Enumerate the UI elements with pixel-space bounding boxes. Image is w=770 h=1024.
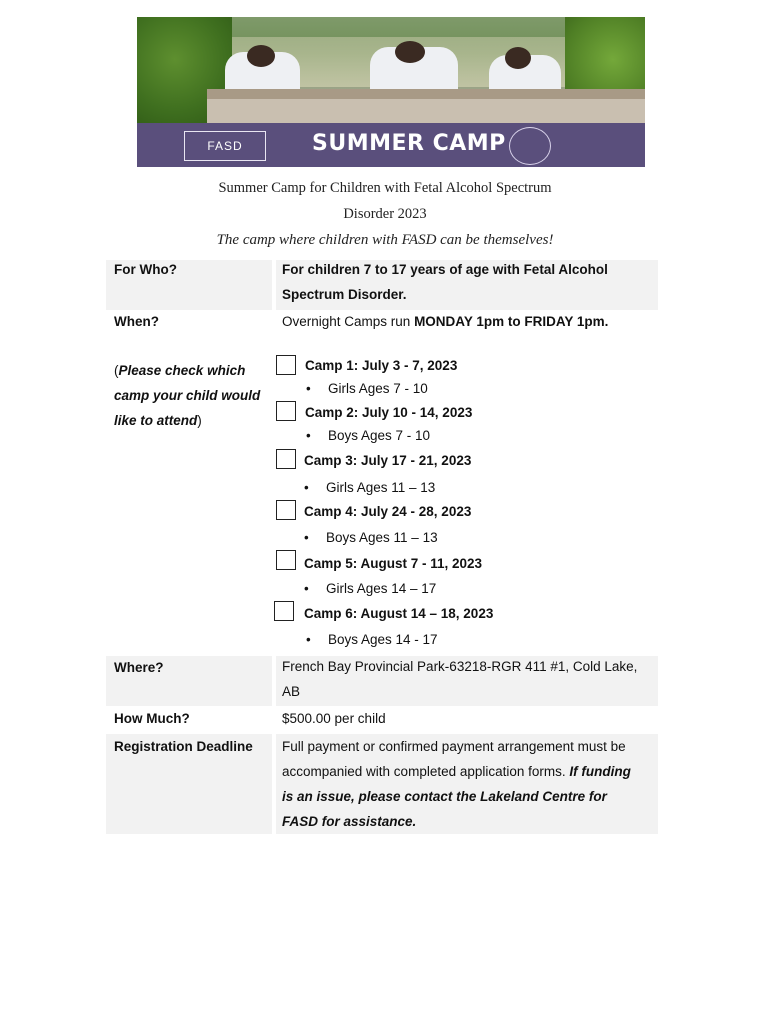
tagline: The camp where children with FASD can be themselves!: [216, 232, 554, 248]
fasd-logo: FASD: [184, 131, 266, 161]
camp-2-checkbox[interactable]: [276, 401, 296, 421]
camp-1-name: Camp 1: July 3 - 7, 2023: [305, 358, 458, 373]
camp-2-name: Camp 2: July 10 - 14, 2023: [305, 405, 473, 420]
camp-6-group: • Boys Ages 14 - 17: [306, 632, 438, 647]
for-who-line2: Spectrum Disorder.: [282, 287, 407, 302]
seal-logo-icon: [509, 127, 551, 165]
banner-image: [137, 17, 645, 167]
camp-1-checkbox[interactable]: [276, 355, 296, 375]
camp-1-group: • Girls Ages 7 - 10: [306, 381, 428, 396]
deadline-line4: FASD for assistance.: [282, 814, 417, 829]
camp-4-checkbox[interactable]: [276, 500, 296, 520]
deadline-label: Registration Deadline: [114, 739, 253, 754]
camp-5-name: Camp 5: August 7 - 11, 2023: [304, 556, 483, 571]
how-much-label: How Much?: [114, 711, 190, 726]
for-who-label: For Who?: [114, 262, 177, 277]
camp-2-group: • Boys Ages 7 - 10: [306, 428, 431, 443]
document-title-line2: Disorder 2023: [343, 206, 427, 222]
camp-4-group: • Boys Ages 11 – 13: [304, 530, 438, 545]
where-line1: French Bay Provincial Park-63218-RGR 411 #1, Cold Lake,: [282, 659, 638, 674]
banner-band: [137, 123, 645, 167]
deadline-line3: is an issue, please contact the Lakeland Centre for: [282, 789, 607, 804]
camp-5-checkbox[interactable]: [276, 550, 296, 570]
deadline-line2: accompanied with completed application forms. If funding: [282, 764, 631, 779]
for-who-line1: For children 7 to 17 years of age with Fetal Alcohol: [282, 262, 608, 277]
when-label: When?: [114, 314, 159, 329]
banner-title: SUMMER CAMP: [312, 131, 506, 156]
deadline-line1: Full payment or confirmed payment arrangement must be: [282, 739, 626, 754]
camp-4-name: Camp 4: July 24 - 28, 2023: [304, 504, 472, 519]
camp-6-checkbox[interactable]: [274, 601, 294, 621]
when-value: Overnight Camps run MONDAY 1pm to FRIDAY 1pm.: [282, 314, 609, 329]
when-note-line1: (Please check which: [114, 363, 246, 378]
camp-5-group: • Girls Ages 14 – 17: [304, 581, 437, 596]
banner-photo: [137, 17, 645, 123]
camp-6-name: Camp 6: August 14 – 18, 2023: [304, 606, 494, 621]
camp-3-group: • Girls Ages 11 – 13: [304, 480, 436, 495]
when-note-line3: like to attend): [114, 413, 202, 428]
where-label: Where?: [114, 660, 164, 675]
when-note-line2: camp your child would: [114, 388, 261, 403]
camp-3-checkbox[interactable]: [276, 449, 296, 469]
camp-3-name: Camp 3: July 17 - 21, 2023: [304, 453, 472, 468]
how-much-value: $500.00 per child: [282, 711, 386, 726]
where-line2: AB: [282, 684, 301, 699]
document-title-line1: Summer Camp for Children with Fetal Alcohol Spectrum: [218, 180, 552, 196]
